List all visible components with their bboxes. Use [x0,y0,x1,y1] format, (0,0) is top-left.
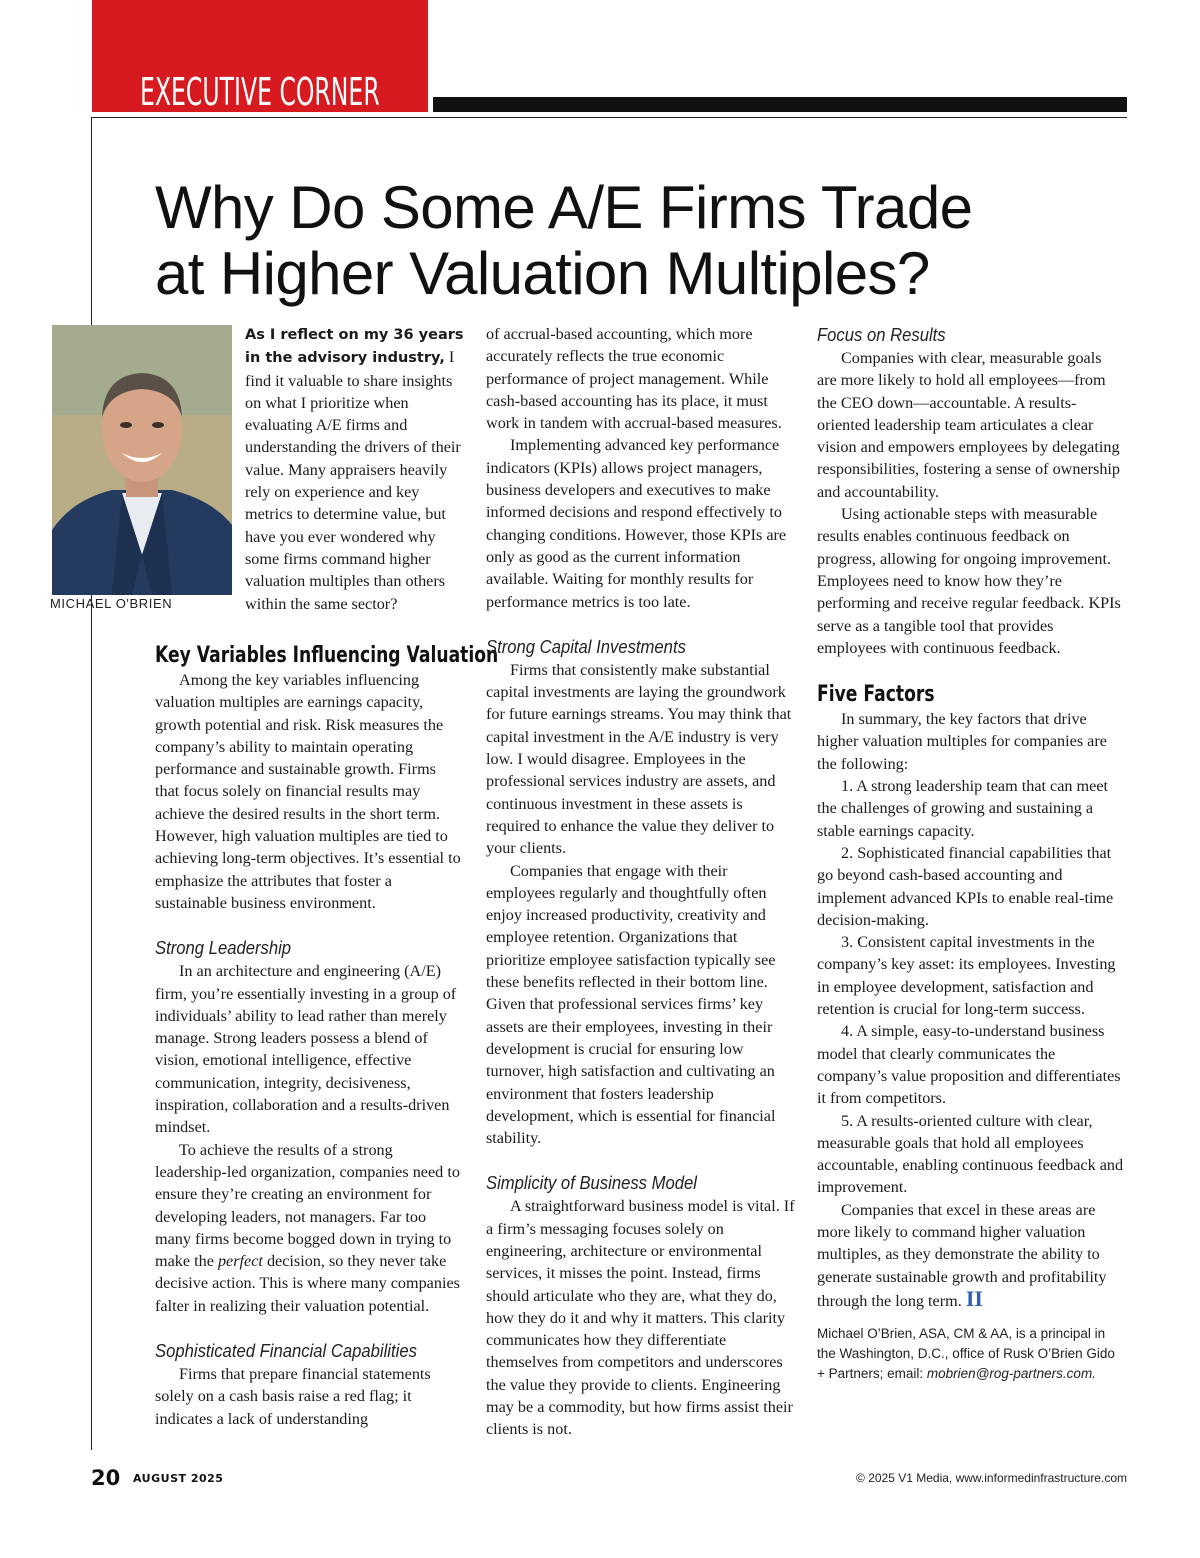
paragraph: Firms that prepare financial statements solely on a cash basis raise a red flag; it indicates a lack of understanding [155,1365,431,1428]
paragraph: In summary, the key factors that drive higher valuation multiples for companies are the following: [817,710,1107,773]
factor-item: 1. A strong leadership team that can meet the challenges of growing and sustaining a stable earnings capacity. [817,777,1109,840]
subheading-business-model: Simplicity of Business Model [486,1172,697,1194]
factor-item: 5. A results-oriented culture with clear, measurable goals that hold all employees accountable, enabling continuous feedback and improvement. [817,1111,1124,1197]
end-of-article-mark: II [965,1285,983,1311]
author-bio: Michael O’Brien, ASA, CM & AA, is a principal in the Washington, D.C., office of Rusk O’Brien Gido + Partners; email: mobrien@rog-partners.com. [817,1326,1115,1382]
closing-paragraph: Companies that excel in these areas are more likely to command higher valuation multiples, as they demonstrate the ability to generate sustainable growth and profitability through the long term. II [817,1200,1107,1311]
intro-lead: As I reflect on my 36 years in the advisory industry, [245,327,464,367]
factor-item: 3. Consistent capital investments in the company’s key asset: its employees. Investing in employee development, satisfaction and retention is crucial for long-term success. [817,933,1116,1019]
issue-date: AUGUST 2025 [133,1472,224,1485]
paragraph: Using actionable steps with measurable results enables continuous feedback on progress, allowing for ongoing improvement. Employees need to know how they’re performing and receive regular feedback. KPIs serve as a tangible tool that provides employees with continuous feedback. [817,505,1121,657]
paragraph: Firms that consistently make substantial capital investments are laying the groundwork for future earnings streams. You may think that capital investment in the A/E industry is very low. I would disagree. Employees in the professional services industry are assets, and continuous investment in these assets is required to enhance the value they deliver to your clients. [486,660,792,858]
top-frame-rule [91,117,1127,118]
subheading-capital-investments: Strong Capital Investments [486,635,686,657]
left-frame-rule [91,117,92,1450]
paragraph: A straightforward business model is vital. If a firm’s messaging focuses solely on engineering, architecture or environmental services, it misses the point. Instead, firms should articulate who they are, what they do, how they do it and why it matters. This clarity communicates how they differentiate themselves from competitors and underscores the value they provide to clients. Engineering may be a commodity, but how firms assist their clients is not. [486,1197,795,1439]
author-photo [52,325,232,595]
author-email[interactable]: mobrien@rog-partners.com. [926,1366,1096,1382]
subheading-financial-capabilities: Sophisticated Financial Capabilities [155,1340,417,1362]
header-rule [433,97,1127,112]
paragraph: Companies that engage with their employees regularly and thoughtfully often enjoy increased productivity, creativity and employee retention. Organizations that prioritize employee satisfaction typically see these benefits reflected in their bottom line. Given that professional services firms’ key assets are their employees, investing in their development is crucial for ensuring low turnover, high satisfaction and cultivating an environment that fosters leadership development, which is essential for financial stability. [486,861,776,1148]
photo-caption: MICHAEL O'BRIEN [50,596,173,611]
title-line-1: Why Do Some A/E Firms Trade [155,174,973,241]
copyright-notice: © 2025 V1 Media, www.informedinfrastructure.com [856,1471,1127,1485]
subheading-strong-leadership: Strong Leadership [155,937,292,959]
factor-item: 2. Sophisticated financial capabilities that go beyond cash-based accounting and implement advanced KPIs to enable real-time decision-making. [817,843,1114,929]
article-title [155,175,1115,307]
page-number: 20 [91,1466,121,1490]
paragraph: Among the key variables influencing valuation multiples are earnings capacity, growth potential and risk. Risk measures the company’s ability to maintain operating performance and sustainable growth. Firms that focus solely on financial results may achieve the desired results in the short term. However, high valuation multiples are tied to achieving long-term objectives. It’s essential to emphasize the attributes that foster a sustainable business environment. [155,671,461,912]
paragraph: To achieve the results of a strong leadership-led organization, companies need to ensure they’re creating an environment for developing leaders, not managers. Far too many firms become bogged down in trying to make the perfect decision, so they never take decisive action. This is where many companies falter in realizing their valuation potential. [155,1140,460,1315]
paragraph: Companies with clear, measurable goals are more likely to hold all employees—from the CEO down—accountable. A results-oriented leadership team articulates a clear vision and empowers employees by delegating responsibilities, fostering a sense of ownership and accountability. [817,349,1121,501]
intro-column [245,323,467,615]
subheading-focus-on-results: Focus on Results [817,324,946,345]
column-1 [155,642,499,1430]
emphasis-perfect: perfect [217,1252,263,1271]
intro-paragraph [245,323,467,615]
column-2 [486,323,796,1441]
factor-item: 4. A simple, easy-to-understand business model that clearly communicates the company’s value proposition and differentiates it from competitors. [817,1022,1121,1108]
heading-key-variables: Key Variables Influencing Valuation [155,643,499,668]
paragraph: of accrual-based accounting, which more accurately reflects the true economic performance of project management. While cash-based accounting has its place, it must work in tandem with accrual-based measures. [486,325,782,433]
intro-text: I find it valuable to share insights on what I prioritize when evaluating A/E firms and understanding the drivers of their value. Many appraisers heavily rely on experience and key metrics to determine value, but have you ever wondered why some firms command higher valuation multiples than others within the same sector? [245,348,461,613]
paragraph: In an architecture and engineering (A/E) firm, you’re essentially investing in a group of individuals’ ability to lead rather than merely manage. Strong leaders possess a blend of vision, emotional intelligence, effective communication, integrity, decisiveness, inspiration, collaboration and a results-driven mindset. [155,962,457,1137]
paragraph: Implementing advanced key performance indicators (KPIs) allows project managers, business developers and executives to make informed decisions and respond effectively to changing conditions. However, those KPIs are only as good as the current information available. Waiting for monthly results for performance metrics is too late. [486,436,787,611]
column-3 [817,323,1125,1384]
section-label: EXECUTIVE CORNER [140,70,380,114]
author-portrait-illustration [52,325,232,595]
heading-five-factors: Five Factors [817,682,935,708]
title-line-2: at Higher Valuation Multiples? [155,240,930,307]
